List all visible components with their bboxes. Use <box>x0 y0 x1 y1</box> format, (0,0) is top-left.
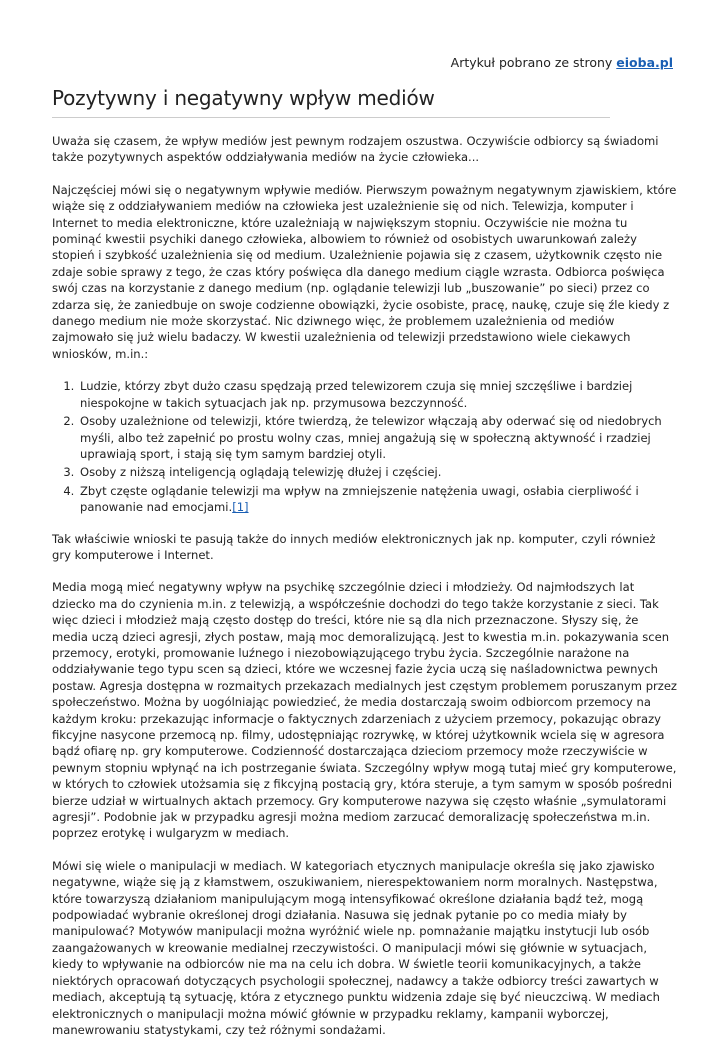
list-item-text: Zbyt częste oglądanie telewizji ma wpływ na zmniejszenie natężenia uwagi, osłabia cierpliwość i panowanie nad emocjami. <box>80 483 639 515</box>
source-link[interactable]: eioba.pl <box>616 55 673 70</box>
title-divider <box>52 117 610 118</box>
children-paragraph: Media mogą mieć negatywny wpływ na psychikę szczególnie dzieci i młodzieży. Od najmłodszych lat dziecko ma do czynienia m.in. z telewizją, a współcześnie dochodzi do tego także korzystanie z sieci. Tak więc dzieci i młodzież mają często dostęp do treści, które nie są dla nich przeznaczone. Słyszy się, że media uczą dzieci agresji, złych postaw, mają moc demoralizującą. Jest to kwestia m.in. pokazywania scen przemocy, erotyki, promowanie luźnego i niezobowiązującego trybu życia. Szczególnie narażone na oddziaływanie tego typu scen są dzieci, które we wczesnej fazie życia uczą się naśladownictwa pewnych postaw. Agresja dostępna w rozmaitych przekazach medialnych jest częstym problemem poruszanym przez społeczeństwo. Można by uogólniając powiedzieć, że media dostarczają swoim odbiorcom przemocy na każdym kroku: przekazując informacje o faktycznych zdarzeniach z użyciem przemocy, pokazując obrazy fikcyjne nasycone przemocą np. filmy, udostępniając rozrywkę, w której użytkownik wciela się w agresora bądź ofiarę np. gry komputerowe. Codzienność dostarczająca dzieciom przemocy może rzeczywiście w pewnym stopniu wpłynąć na ich postrzeganie świata. Szczególny wpływ mogą tutaj mieć gry komputerowe, w których to człowiek utożsamia się z fikcyjną postacią gry, która steruje, a tym samym w sposób pośredni bierze udział w wirtualnych aktach przemocy. Gry komputerowe nazywa się często właśnie „symulatorami agresji”. Podobnie jak w przypadku agresji można mediom zarzucać demoralizację społeczeństwa m.in. poprzez erotykę i wulgaryzm w mediach. <box>52 580 677 841</box>
list-item: 2. Osoby uzależnione od telewizji, które twierdzą, że telewizor włączają aby oderwać się od niedobrych myśli, albo też zapełnić po prostu wolny czas, mniej angażują się w społeczną aktywność i rzadziej uprawiają sport, i stają się tym samym bardziej otyli. <box>78 413 677 462</box>
list-item <box>78 483 677 516</box>
source-prefix: Artykuł pobrano ze strony <box>450 55 613 70</box>
addiction-paragraph: Najczęściej mówi się o negatywnym wpływie mediów. Pierwszym poważnym negatywnym zjawiskiem, które wiąże się z oddziaływaniem mediów na człowieka jest uzależnienie się od nich. Telewizja, komputer i Internet to media elektroniczne, które uzależniają w największym stopniu. Oczywiście nie można tu pominąć kwestii psychiki danego człowieka, albowiem to również od osobistych uwarunkowań zależy stopień i szybkość uzależnienia się od medium. Uzależnienie pojawia się z czasem, użytkownik często nie zdaje sobie sprawy z tego, że czas który poświęca dla danego medium ciągle wzrasta. Odbiorca poświęca swój czas na korzystanie z danego medium (np. oglądanie telewizji lub „buszowanie” po sieci) przez co zdarza się, że zaniedbuje on swoje codzienne obowiązki, życie osobiste, pracę, naukę, czuje się źle kiedy z danego medium nie może skorzystać. Nic dziwnego więc, że problemem uzależnienia od mediów zajmowało się już wielu badaczy. W kwestii uzależnienia od telewizji przedstawiono wiele ciekawych wniosków, m.in.: <box>52 182 677 361</box>
footnote-link[interactable]: [1] <box>232 500 249 515</box>
source-attribution <box>451 55 673 70</box>
list-item: 3. Osoby z niższą inteligencją oglądają telewizję dłużej i częściej. <box>78 464 677 480</box>
list-item: 1. Ludzie, którzy zbyt dużo czasu spędzają przed telewizorem czuja się mniej szczęśliwe i bardziej niespokojne w takich sytuacjach jak np. przymusowa bezczynność. <box>78 378 677 411</box>
manipulation-paragraph: Mówi się wiele o manipulacji w mediach. W kategoriach etycznych manipulacje określa się jako zjawisko negatywne, wiąże się ją z kłamstwem, oszukiwaniem, nierespektowaniem norm moralnych. Następstwa, które towarzyszą działaniom manipulującym mogą intensyfikować określone działania bądź też, mogą podpowiadać wybranie określonej drogi działania. Nasuwa się jednak pytanie po co media miały by manipulować? Motywów manipulacji można wyróżnić wiele np. pomnażanie majątku instytucji lub osób zaangażowanych w kreowanie medialnej rzeczywistości. O manipulacji mówi się głównie w sytuacjach, kiedy to wpływanie na odbiorców nie ma na celu ich dobra. W świetle teorii komunikacyjnych, a także niektórych opracowań dotyczących psychologii społecznej, nadawcy a także odbiorcy treści zawartych w mediach, akceptują tą sytuację, która z etycznego punktu widzenia zdaje się być nieuczciwą. W mediach elektronicznych o manipulacji można mówić głównie w przypadku reklamy, kampanii wyborczej, manewrowaniu statystykami, czy też różnymi sondażami. <box>52 858 660 1037</box>
article-title: Pozytywny i negatywny wpływ mediów <box>52 86 435 110</box>
article-body <box>52 133 677 1054</box>
other-media-paragraph: Tak właściwie wnioski te pasują także do innych mediów elektronicznych jak np. komputer, czyli również gry komputerowe i Internet. <box>52 531 656 562</box>
intro-paragraph: Uważa się czasem, że wpływ mediów jest pewnym rodzajem oszustwa. Oczywiście odbiorcy są świadomi także pozytywnych aspektów oddziaływania mediów na życie człowieka... <box>52 134 659 165</box>
conclusions-list <box>52 378 677 515</box>
